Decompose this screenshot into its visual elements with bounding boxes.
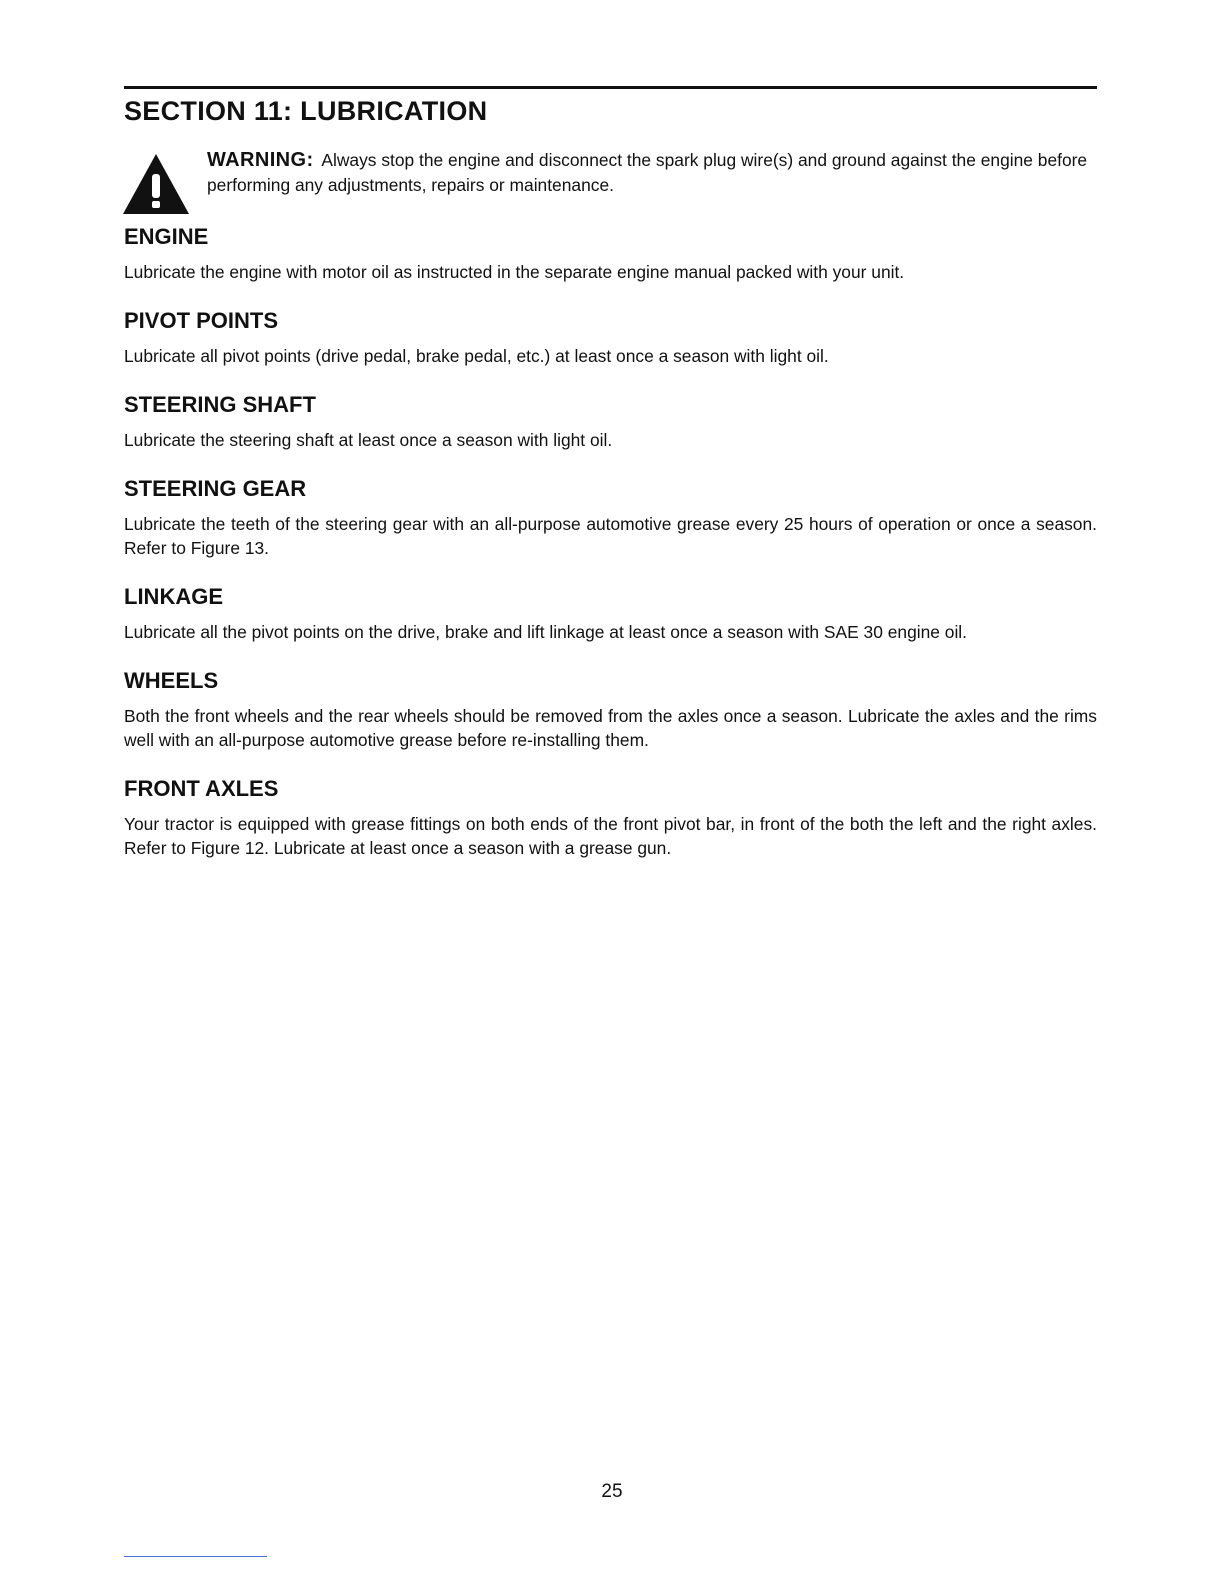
pivot-points-paragraph: Lubricate all pivot points (drive pedal, brake pedal, etc.) at least once a season with light oil.: [124, 346, 829, 366]
footer-rule: [124, 1556, 267, 1557]
linkage-paragraph: Lubricate all the pivot points on the drive, brake and lift linkage at least once a season with SAE 30 engine oil.: [124, 622, 968, 642]
section-title: SECTION 11: LUBRICATION: [124, 96, 488, 126]
wheels-paragraph: Both the front wheels and the rear wheels should be removed from the axles once a season. Lubricate the axles and the rims well with an all-purpose automotive grease before re-installing them.: [124, 706, 1097, 750]
warning-label: WARNING:: [207, 149, 314, 171]
steering-gear-heading: STEERING GEAR: [124, 476, 307, 501]
warning-triangle-icon: [121, 152, 191, 216]
linkage-heading: LINKAGE: [124, 584, 223, 609]
engine-paragraph: Lubricate the engine with motor oil as instructed in the separate engine manual packed with your unit.: [124, 262, 905, 282]
engine-heading: ENGINE: [124, 224, 209, 249]
steering-shaft-paragraph: Lubricate the steering shaft at least once a season with light oil.: [124, 430, 613, 450]
steering-shaft-heading: STEERING SHAFT: [124, 392, 316, 417]
page-number: 25: [601, 1481, 623, 1502]
section-top-rule: [124, 86, 1097, 89]
front-axles-paragraph: Your tractor is equipped with grease fittings on both ends of the front pivot bar, in front of the both the left and the right axles. Refer to Figure 12. Lubricate at least once a season with a grease gun.: [124, 814, 1097, 858]
warning-message: [207, 148, 1099, 198]
wheels-heading: WHEELS: [124, 668, 219, 693]
steering-gear-paragraph: Lubricate the teeth of the steering gear with an all-purpose automotive grease every 25 hours of operation or once a season. Refer to Figure 13.: [124, 514, 1097, 558]
warning-body: Always stop the engine and disconnect the spark plug wire(s) and ground against the engine before performing any adjustments, repairs or maintenance.: [207, 150, 1088, 195]
front-axles-heading: FRONT AXLES: [124, 776, 279, 801]
pivot-points-heading: PIVOT POINTS: [124, 308, 279, 333]
